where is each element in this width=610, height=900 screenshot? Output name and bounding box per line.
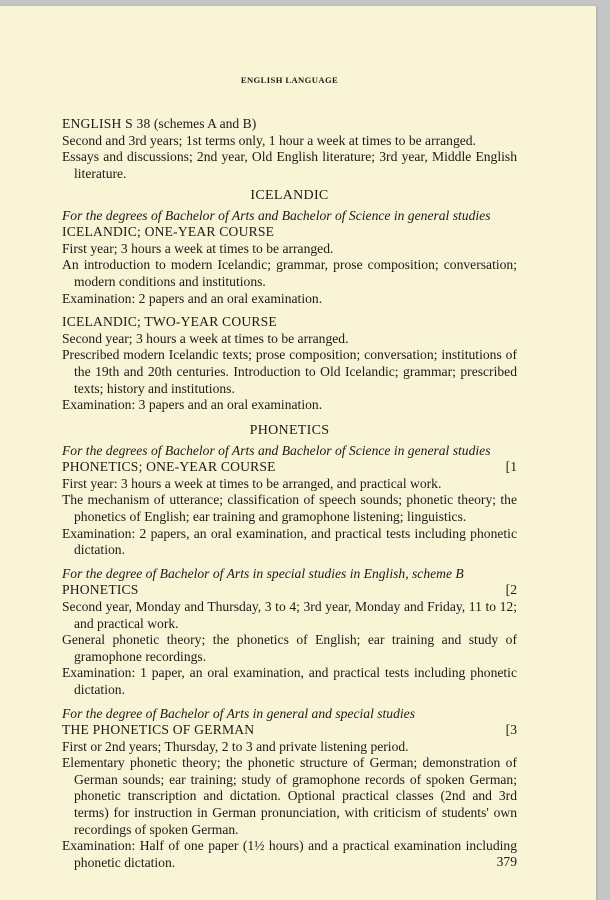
course-line: Examination: 2 papers and an oral examination. (62, 290, 323, 306)
course-ref: [1 (505, 459, 517, 475)
course-title: ICELANDIC; ONE-YEAR COURSE (62, 224, 275, 240)
course-title (62, 116, 517, 133)
course-title-row (62, 582, 517, 599)
course-line: Elementary phonetic theory; the phonetic structure of German; demonstration of German sounds; ear training; study of gramophone records of spoken German; phonetic transcription and dictation. Optional practical classes (2nd and 3rd terms) for instruction in German pronunciation, with criticism of students' own recordings of spoken German. (62, 755, 517, 837)
course-line: Examination: Half of one paper (1½ hours) and a practical examination including phonetic dictation. (62, 838, 517, 870)
course-line: Examination: 3 papers and an oral examination. (62, 397, 323, 413)
course-title: ICELANDIC; TWO-YEAR COURSE (62, 314, 277, 330)
course-title-row (62, 459, 517, 476)
course-english-s38 (62, 116, 517, 182)
course-ref: [2 (505, 582, 517, 598)
page-number: 379 (496, 854, 517, 869)
course-line: The mechanism of utterance; classification of speech sounds; phonetic theory; the phonetics of English; ear training and gramophone listening; linguistics. (62, 492, 517, 524)
section-phonetics (62, 423, 517, 871)
degree-note: For the degree of Bachelor of Arts in special studies in English, scheme B (62, 565, 464, 581)
section-heading: ICELANDIC (250, 188, 329, 203)
section-icelandic (62, 188, 517, 414)
course-title: PHONETICS (62, 582, 139, 598)
course-line: First year; 3 hours a week at times to be arranged. (62, 240, 334, 256)
course-code: ENGLISH S 38 (62, 116, 151, 131)
course-line: Examination: 1 paper, an oral examination, and practical tests including phonetic dictation. (62, 665, 517, 697)
course-title: PHONETICS; ONE-YEAR COURSE (62, 459, 276, 475)
course-line: Essays and discussions; 2nd year, Old English literature; 3rd year, Middle English literature. (62, 149, 517, 181)
running-head: ENGLISH LANGUAGE (240, 75, 339, 85)
degree-note: For the degrees of Bachelor of Arts and Bachelor of Science in general studies (62, 442, 491, 458)
section-heading: PHONETICS (249, 423, 330, 438)
course-line: An introduction to modern Icelandic; grammar, prose composition; conversation; modern conditions and institutions. (62, 257, 517, 289)
course-line: Second year; 3 hours a week at times to be arranged. (62, 330, 349, 346)
document-page (0, 6, 596, 900)
course-title-row (62, 722, 517, 739)
course-ref: [3 (505, 722, 517, 738)
course-line: First or 2nd years; Thursday, 2 to 3 and private listening period. (62, 738, 409, 754)
course-title: THE PHONETICS OF GERMAN (62, 722, 255, 738)
degree-note: For the degree of Bachelor of Arts in general and special studies (62, 705, 416, 721)
degree-note: For the degrees of Bachelor of Arts and Bachelor of Science in general studies (62, 207, 491, 223)
course-line: General phonetic theory; the phonetics of English; ear training and study of gramophone recordings. (62, 632, 517, 664)
course-line: Second year, Monday and Thursday, 3 to 4; 3rd year, Monday and Friday, 11 to 12; and practical work. (62, 598, 517, 631)
course-line: First year: 3 hours a week at times to be arranged, and practical work. (62, 475, 442, 491)
course-line: Prescribed modern Icelandic texts; prose composition; conversation; institutions of the 19th and 20th centuries. Introduction to Old Icelandic; grammar; prescribed texts; history and institutions. (62, 347, 517, 396)
course-title-suffix: (schemes A and B) (153, 116, 257, 131)
course-line: Second and 3rd years; 1st terms only, 1 hour a week at times to be arranged. (62, 132, 476, 148)
course-line: Examination: 2 papers, an oral examination, and practical tests including phonetic dictation. (62, 525, 517, 558)
